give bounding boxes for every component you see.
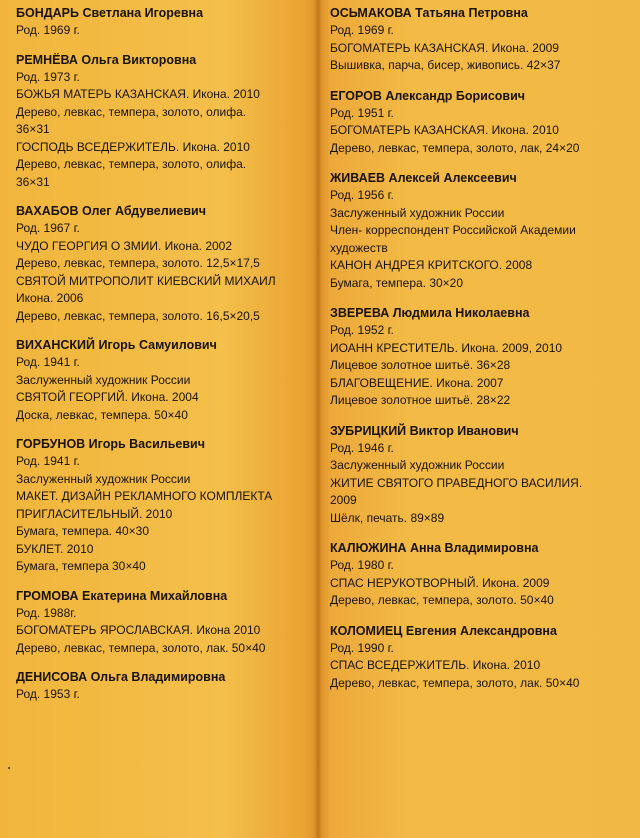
artist-name: ЗВЕРЕВА Людмила Николаевна — [330, 306, 530, 320]
work-detail-line: КАНОН АНДРЕЯ КРИТСКОГО. 2008 — [330, 258, 533, 272]
work-detail-line: БУКЛЕТ. 2010 — [16, 541, 94, 556]
work-detail-line: СВЯТОЙ МИТРОПОЛИТ КИЕВСКИЙ МИХАИЛ — [16, 273, 276, 288]
birth-year: Род. 1980 г. — [330, 558, 394, 572]
work-detail-line: Дерево, левкас, темпера, золото. 50×40 — [330, 593, 554, 607]
birth-year: Род. 1953 г. — [16, 687, 80, 701]
birth-year: Род. 1956 г. — [330, 188, 394, 202]
work-detail-line: Дерево, левкас, темпера, золото, лак, 24×20 — [330, 140, 580, 155]
artist-entry — [16, 435, 312, 576]
artist-entry — [16, 202, 312, 325]
work-detail-line: БЛАГОВЕЩЕНИЕ. Икона. 2007 — [330, 375, 504, 390]
book-gutter — [314, 0, 322, 838]
birth-year: Род. 1973 г. — [16, 69, 80, 84]
birth-year: Род. 1951 г. — [330, 105, 394, 120]
work-detail-line: художеств — [330, 240, 388, 255]
birth-year: Род. 1969 г. — [16, 23, 80, 37]
artist-entry — [16, 4, 312, 40]
work-detail-line: Дерево, левкас, темпера, золото. 12,5×17,5 — [16, 256, 260, 270]
artist-entry — [16, 668, 312, 704]
artist-name: КОЛОМИЕЦ Евгения Александровна — [330, 623, 557, 638]
artist-name: ВИХАНСКИЙ Игорь Самуилович — [16, 338, 217, 352]
work-detail-line: Вышивка, парча, бисер, живопись. 42×37 — [330, 58, 561, 72]
work-detail-line: Доска, левкас, темпера. 50×40 — [16, 407, 188, 422]
work-detail-line: ПРИГЛАСИТЕЛЬНЫЙ. 2010 — [16, 506, 173, 521]
birth-year: Род. 1952 г. — [330, 323, 394, 337]
work-detail-line: Бумага, темпера 30×40 — [16, 559, 146, 573]
work-detail-line: Дерево, левкас, темпера, золото, лак. 50×40 — [330, 675, 580, 690]
artist-name: БОНДАРЬ Светлана Игоревна — [16, 6, 204, 20]
artist-name: ЖИВАЕВ Алексей Алексеевич — [330, 171, 517, 185]
work-detail-line: БОГОМАТЕРЬ КАЗАНСКАЯ. Икона. 2009 — [330, 40, 559, 55]
birth-year: Род. 1946 г. — [330, 440, 394, 455]
work-detail-line: БОГОМАТЕРЬ ЯРОСЛАВСКАЯ. Икона 2010 — [16, 623, 261, 637]
work-detail-line: СПАС НЕРУКОТВОРНЫЙ. Икона. 2009 — [330, 575, 550, 590]
work-detail-line: Дерево, левкас, темпера, золото. 16,5×20,5 — [16, 308, 260, 323]
artist-name: КАЛЮЖИНА Анна Владимировна — [330, 541, 539, 555]
work-detail-line: Дерево, левкас, темпера, золото, лак. 50×40 — [16, 640, 266, 655]
work-detail-line: Бумага, темпера. 30×20 — [330, 275, 464, 290]
work-detail-line: СВЯТОЙ ГЕОРГИЙ. Икона. 2004 — [16, 390, 199, 404]
work-detail-line: Заслуженный художник России — [16, 372, 191, 387]
print-speck — [8, 767, 10, 769]
work-detail-line: ГОСПОДЬ ВСЕДЕРЖИТЕЛЬ. Икона. 2010 — [16, 139, 250, 154]
work-detail-line: Икона. 2006 — [16, 291, 84, 305]
work-detail-line: Дерево, левкас, темпера, золото, олифа. — [16, 104, 247, 119]
artist-entry — [330, 87, 632, 158]
work-detail-line: Заслуженный художник России — [330, 458, 505, 472]
birth-year: Род. 1988г. — [16, 605, 77, 620]
artist-name: ЕГОРОВ Александр Борисович — [330, 88, 526, 103]
work-detail-line: ЖИТИЕ СВЯТОГО ПРАВЕДНОГО ВАСИЛИЯ. — [330, 475, 583, 490]
birth-year: Род. 1941 г. — [16, 355, 80, 369]
work-detail-line: ИОАНН КРЕСТИТЕЛЬ. Икона. 2009, 2010 — [330, 340, 563, 355]
work-detail-line: МАКЕТ. ДИЗАЙН РЕКЛАМНОГО КОМПЛЕКТА — [16, 489, 273, 503]
right-page — [318, 0, 640, 838]
artist-name: ОСЬМАКОВА Татьяна Петровна — [330, 6, 528, 20]
artist-entry — [16, 51, 312, 192]
work-detail-line: Заслуженный художник России — [330, 205, 505, 220]
work-detail-line: Бумага, темпера. 40×30 — [16, 524, 150, 538]
work-detail-line: БОГОМАТЕРЬ КАЗАНСКАЯ. Икона. 2010 — [330, 123, 559, 137]
work-detail-line: Лицевое золотное шитьё. 36×28 — [330, 358, 511, 372]
birth-year: Род. 1990 г. — [330, 640, 394, 655]
artist-name: РЕМНЁВА Ольга Викторовна — [16, 52, 197, 67]
artist-entry — [330, 169, 632, 292]
artist-entry — [330, 622, 632, 693]
artist-name: ДЕНИСОВА Ольга Владимировна — [16, 670, 226, 684]
artist-name: ЗУБРИЦКИЙ Виктор Иванович — [330, 423, 519, 438]
work-detail-line: Член- корреспондент Российской Академии — [330, 223, 576, 237]
artist-entry — [16, 336, 312, 424]
artist-entry — [330, 304, 632, 410]
work-detail-line: ЧУДО ГЕОРГИЯ О ЗМИИ. Икона. 2002 — [16, 238, 233, 253]
work-detail-line: Шёлк, печать. 89×89 — [330, 510, 445, 525]
birth-year: Род. 1969 г. — [330, 23, 394, 37]
work-detail-line: 36×31 — [16, 174, 50, 189]
artist-name: ГРОМОВА Екатерина Михайловна — [16, 588, 228, 603]
artist-entry — [330, 539, 632, 610]
artist-entry — [330, 422, 632, 528]
left-page — [0, 0, 318, 838]
work-detail-line: 36×31 — [16, 122, 50, 136]
work-detail-line: СПАС ВСЕДЕРЖИТЕЛЬ. Икона. 2010 — [330, 658, 541, 672]
artist-entry — [330, 4, 632, 75]
work-detail-line: БОЖЬЯ МАТЕРЬ КАЗАНСКАЯ. Икона. 2010 — [16, 87, 260, 101]
work-detail-line: Лицевое золотное шитьё. 28×22 — [330, 393, 511, 407]
artist-name: ВАХАБОВ Олег Абдувелиевич — [16, 204, 206, 218]
work-detail-line: Дерево, левкас, темпера, золото, олифа. — [16, 157, 247, 171]
artist-entry — [16, 587, 312, 658]
birth-year: Род. 1967 г. — [16, 221, 80, 235]
work-detail-line: 2009 — [330, 493, 357, 507]
artist-name: ГОРБУНОВ Игорь Васильевич — [16, 437, 205, 451]
work-detail-line: Заслуженный художник России — [16, 471, 191, 486]
birth-year: Род. 1941 г. — [16, 454, 80, 468]
